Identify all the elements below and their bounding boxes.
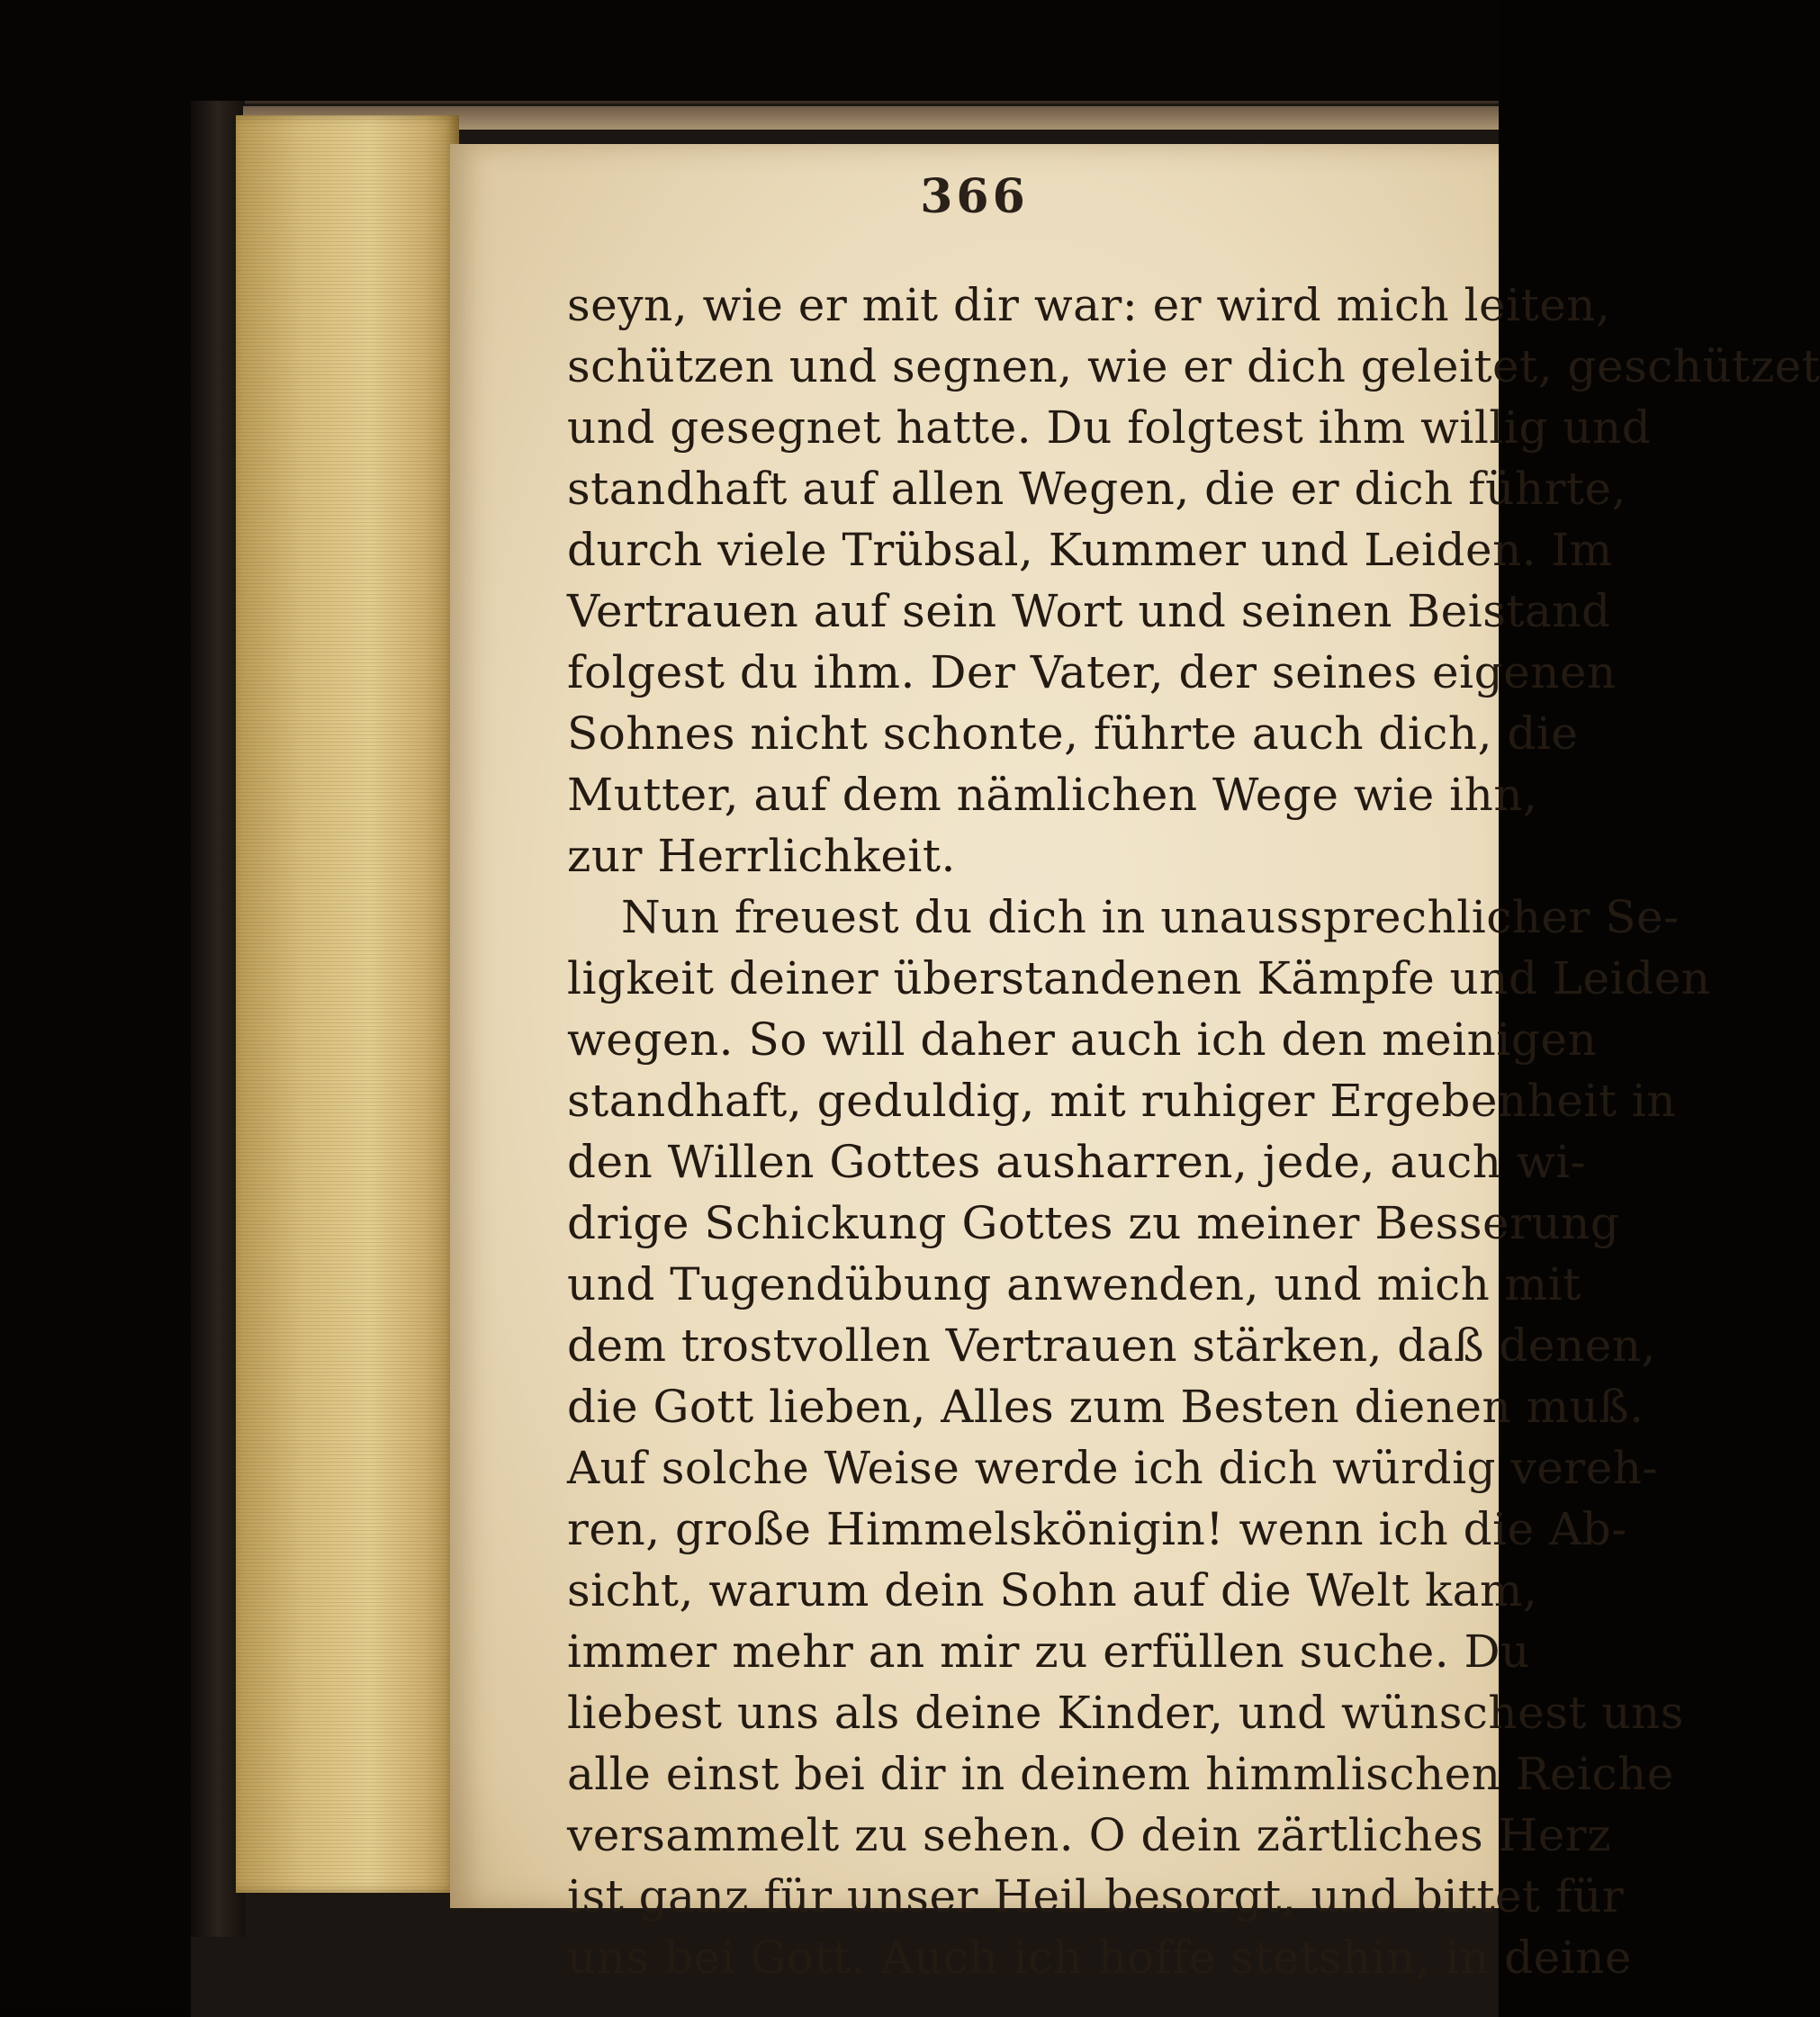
- text-line: Nun freuest du dich in unaussprechlicher Se-: [621, 891, 1680, 943]
- page-number: 366: [920, 169, 1029, 224]
- text-line: sicht, warum dein Sohn auf die Welt kam,: [567, 1564, 1538, 1616]
- paragraph-2: [567, 887, 1711, 1988]
- text-line: standhaft auf allen Wegen, die er dich führte,: [567, 463, 1627, 515]
- text-line: folgest du ihm. Der Vater, der seines eigenen: [567, 646, 1617, 698]
- page-text: [567, 275, 1820, 1988]
- book-page: [450, 144, 1820, 1984]
- text-line: uns bei Gott. Auch ich hoffe stetshin, in deine: [567, 1931, 1632, 1984]
- text-line: den Willen Gottes ausharren, jede, auch wi-: [567, 1136, 1587, 1188]
- text-line: ligkeit deiner überstandenen Kämpfe und Leiden: [567, 952, 1711, 1004]
- text-line: seyn, wie er mit dir war: er wird mich leiten,: [567, 279, 1611, 331]
- text-line: wegen. So will daher auch ich den meinigen: [567, 1013, 1598, 1066]
- text-line: und Tugendübung anwenden, und mich mit: [567, 1258, 1581, 1310]
- text-line: ist ganz für unser Heil besorgt, und bittet für: [567, 1870, 1625, 1922]
- text-line: schützen und segnen, wie er dich geleitet, geschützet: [567, 340, 1820, 392]
- text-line: durch viele Trübsal, Kummer und Leiden. Im: [567, 524, 1613, 576]
- text-line: Vertrauen auf sein Wort und seinen Beistand: [567, 585, 1611, 637]
- text-line: alle einst bei dir in deinem himmlischen Reiche: [567, 1748, 1674, 1800]
- text-line: Auf solche Weise werde ich dich würdig vereh-: [567, 1442, 1658, 1494]
- text-line: standhaft, geduldig, mit ruhiger Ergebenheit in: [567, 1075, 1677, 1127]
- paragraph-1: [567, 275, 1820, 887]
- text-line: und gesegnet hatte. Du folgtest ihm willig und: [567, 401, 1652, 454]
- text-line: Mutter, auf dem nämlichen Wege wie ihn,: [567, 769, 1538, 821]
- text-line: dem trostvollen Vertrauen stärken, daß denen,: [567, 1319, 1656, 1372]
- text-line: liebest uns als deine Kinder, und wünschest uns: [567, 1687, 1684, 1739]
- text-line: versammelt zu sehen. O dein zärtliches Herz: [567, 1809, 1612, 1861]
- text-line: zur Herrlichkeit.: [567, 830, 956, 882]
- page-edges: [236, 115, 459, 1893]
- text-line: die Gott lieben, Alles zum Besten dienen muß.: [567, 1381, 1644, 1433]
- text-line: drige Schickung Gottes zu meiner Besserung: [567, 1197, 1620, 1249]
- text-line: ren, große Himmelskönigin! wenn ich die Ab-: [567, 1503, 1627, 1555]
- text-line: immer mehr an mir zu erfüllen suche. Du: [567, 1625, 1530, 1678]
- text-line: Sohnes nicht schonte, führte auch dich, die: [567, 707, 1579, 760]
